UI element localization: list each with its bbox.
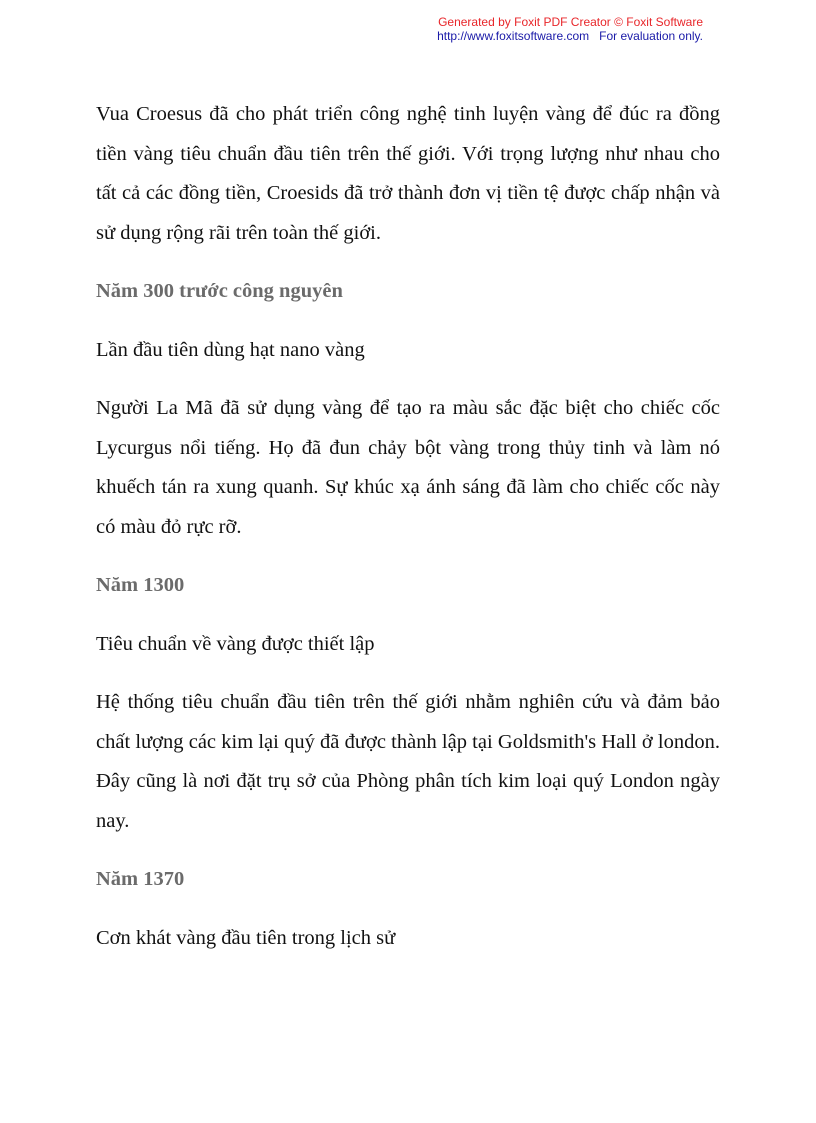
watermark-url: http://www.foxitsoftware.com <box>437 29 590 43</box>
foxit-watermark <box>437 15 703 43</box>
subheading-first-gold-rush: Cơn khát vàng đầu tiên trong lịch sử <box>96 926 396 949</box>
watermark-note: For evaluation only. <box>599 29 703 43</box>
paragraph-croesus: Vua Croesus đã cho phát triển công nghệ tinh luyện vàng để đúc ra đồng tiền vàng tiêu chuẩn đầu tiên trên thế giới. Với trọng lượng như nhau cho tất cả các đồng tiền, Croesids đã trở thành đơn vị tiền tệ được chấp nhận và sử dụng rộng rãi trên toàn thế giới. <box>96 103 720 244</box>
heading-year-1370: Năm 1370 <box>96 868 185 890</box>
document-body <box>96 95 720 977</box>
watermark-url-line <box>437 29 703 43</box>
watermark-generator-text: Generated by Foxit PDF Creator © Foxit Software <box>438 15 703 29</box>
subheading-gold-nanoparticles: Lần đầu tiên dùng hạt nano vàng <box>96 338 365 361</box>
subheading-gold-standard: Tiêu chuẩn về vàng được thiết lập <box>96 632 375 655</box>
paragraph-lycurgus-cup: Người La Mã đã sử dụng vàng để tạo ra màu sắc đặc biệt cho chiếc cốc Lycurgus nổi tiếng. Họ đã đun chảy bột vàng trong thủy tinh và làm nó khuếch tán ra xung quanh. Sự khúc xạ ánh sáng đã làm cho chiếc cốc này có màu đỏ rực rỡ. <box>96 397 720 538</box>
heading-year-1300: Năm 1300 <box>96 574 185 596</box>
heading-year-300bc: Năm 300 trước công nguyên <box>96 280 343 302</box>
paragraph-goldsmiths-hall: Hệ thống tiêu chuẩn đầu tiên trên thế giới nhằm nghiên cứu và đảm bảo chất lượng các kim lại quý đã được thành lập tại Goldsmith's Hall ở london. Đây cũng là nơi đặt trụ sở của Phòng phân tích kim loại quý London ngày nay. <box>96 691 720 832</box>
